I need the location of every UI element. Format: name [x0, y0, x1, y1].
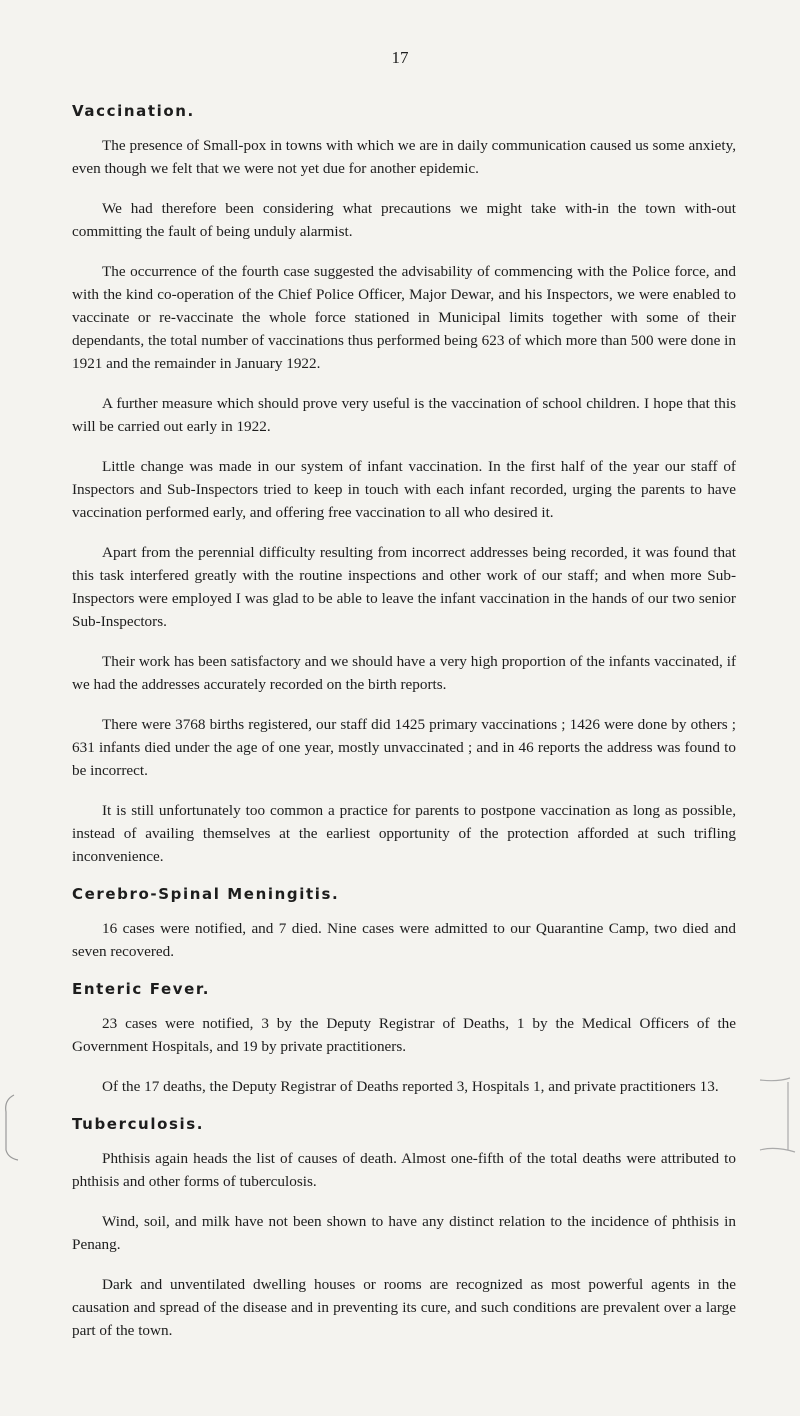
paragraph: 16 cases were notified, and 7 died. Nine cases were admitted to our Quarantine Camp, two died and seven recovered. — [72, 920, 736, 960]
paragraph: A further measure which should prove very useful is the vaccination of school children. I hope that this will be carried out early in 1922. — [72, 395, 736, 435]
paragraph: Of the 17 deaths, the Deputy Registrar of Deaths reported 3, Hospitals 1, and private practitioners 13. — [102, 1078, 719, 1095]
section-heading: Cerebro-Spinal Meningitis. — [72, 885, 340, 903]
paragraph: Phthisis again heads the list of causes of death. Almost one-fifth of the total deaths were attributed to phthisis and other forms of tuberculosis. — [72, 1150, 736, 1190]
section-tuberculosis — [72, 1115, 736, 1342]
document-body — [72, 102, 736, 1359]
section-enteric-fever — [72, 980, 736, 1098]
bracket-mark-left — [6, 1095, 18, 1160]
paragraph: The occurrence of the fourth case suggested the advisability of commencing with the Police force, and with the kind co-operation of the Chief Police Officer, Major Dewar, and his Inspectors, we were enabled to vaccinate or re-vaccinate the whole force stationed in Municipal limits together with some of their dependants, the total number of vaccinations thus performed being 623 of which more than 500 were done in 1921 and the remainder in January 1922. — [72, 263, 736, 372]
section-vaccination — [72, 102, 736, 868]
paragraph: There were 3768 births registered, our staff did 1425 primary vaccinations ; 1426 were done by others ; 631 infants died under the age of one year, mostly unvaccinated ; and in 46 reports the address was found to be incorrect. — [72, 716, 736, 779]
paragraph: Apart from the perennial difficulty resulting from incorrect addresses being recorded, it was found that this task interfered greatly with the routine inspections and other work of our staff; and when more Sub-Inspectors were employed I was glad to be able to leave the infant vaccination in the hands of our two senior Sub-Inspectors. — [72, 544, 736, 630]
page-number: 17 — [391, 48, 409, 67]
paragraph: Wind, soil, and milk have not been shown to have any distinct relation to the incidence of phthisis in Penang. — [72, 1213, 736, 1253]
paragraph: We had therefore been considering what precautions we might take with-in the town with-out committing the fault of being unduly alarmist. — [72, 200, 736, 240]
paragraph: It is still unfortunately too common a practice for parents to postpone vaccination as long as possible, instead of availing themselves at the earliest opportunity of the protection afforded at such trifling inconvenience. — [72, 802, 736, 865]
section-heading: Tuberculosis. — [72, 1115, 205, 1133]
bracket-mark-right — [760, 1078, 795, 1152]
paragraph: Dark and unventilated dwelling houses or rooms are recognized as most powerful agents in the causation and spread of the disease and in preventing its cure, and such conditions are prevalent over a large part of the town. — [72, 1276, 736, 1339]
section-heading: Enteric Fever. — [72, 980, 211, 998]
paragraph: The presence of Small-pox in towns with which we are in daily communication caused us some anxiety, even though we felt that we were not yet due for another epidemic. — [72, 137, 736, 177]
section-cerebro-spinal-meningitis — [72, 885, 736, 963]
paragraph: 23 cases were notified, 3 by the Deputy Registrar of Deaths, 1 by the Medical Officers of the Government Hospitals, and 19 by private practitioners. — [72, 1015, 736, 1055]
paragraph: Little change was made in our system of infant vaccination. In the first half of the year our staff of Inspectors and Sub-Inspectors tried to keep in touch with each infant recorded, urging the parents to have vaccination performed early, and offering free vaccination to all who desired it. — [72, 458, 736, 521]
paragraph: Their work has been satisfactory and we should have a very high proportion of the infants vaccinated, if we had the addresses accurately recorded on the birth reports. — [72, 653, 736, 693]
section-heading: Vaccination. — [72, 102, 195, 120]
